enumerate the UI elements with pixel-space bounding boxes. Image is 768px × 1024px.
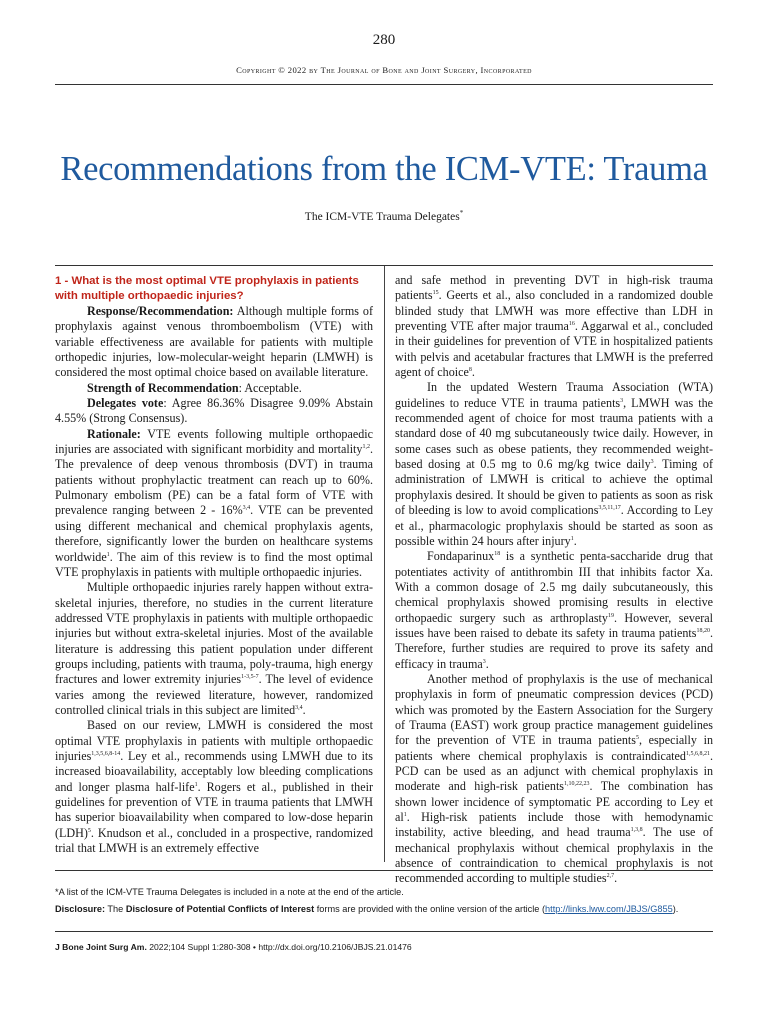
rationale-label: Rationale: (87, 426, 141, 441)
copyright-line: Copyright © 2022 by The Journal of Bone and Joint Surgery, Incorporated (236, 65, 532, 75)
authors-text: The ICM-VTE Trauma Delegates (304, 210, 460, 223)
citation: 15 (432, 290, 439, 297)
citation: 1-3,5-7 (241, 674, 259, 681)
body-text: . Ley et al., recommends using LMWH due to its increased bioavailability, acceptably low bleeding complications and longer plasma half-life (55, 748, 373, 794)
body-paragraph (55, 580, 373, 718)
body-text: . Geerts et al., also concluded in a randomized double blinded study that LMWH was more effective than LDH in preventing VTE after major trauma (395, 288, 713, 334)
citation-footer (55, 942, 735, 952)
rationale-text: . The aim of this review is to find the most optimal VTE prophylaxis in patients with multiple orthopaedic injuries. (55, 549, 373, 579)
doi-link[interactable]: http://dx.doi.org/10.2106/JBJS.21.01476 (258, 942, 412, 952)
header-rule (55, 84, 713, 85)
citation: 3 (650, 459, 654, 466)
body-paragraph (395, 672, 713, 887)
body-text: . (471, 365, 475, 380)
body-text: . Knudson et al., concluded in a prospective, randomized trial that LMWH is an extremely effective (55, 825, 373, 856)
disclosure-bold-text: Disclosure of Potential Conflicts of Interest (125, 904, 315, 914)
left-column (55, 274, 373, 856)
citation-text: 2022;104 Suppl 1:280-308 (146, 942, 251, 952)
citation: 1,5,6,8,21 (685, 750, 710, 757)
body-text: is a synthetic penta-saccharide drug that potentiates activity of antithrombin III that inhibits factor Xa. With a common dosage of 2.5 mg daily subcutaneously, this chemical prophylaxis showed promising results in elective orthopaedic surgery such as arthroplasty (395, 549, 713, 625)
body-text: . Therefore, further studies are required to prove its safety and efficacy in trauma (395, 625, 713, 671)
citation: 5 (87, 827, 91, 834)
body-paragraph (55, 718, 373, 856)
bullet-separator: • (250, 942, 259, 952)
body-paragraph (395, 380, 713, 549)
body-text: . (614, 871, 618, 886)
citation: 3,5,11,17 (598, 505, 621, 512)
response-label: Response/Recommendation: (87, 304, 234, 318)
author-line (0, 209, 768, 223)
article-title: Recommendations from the ICM-VTE: Trauma (60, 150, 708, 188)
body-text: Another method of prophylaxis is the use of mechanical prophylaxis in form of pneumatic compression devices (PCD) which was promoted by the Eastern Association for the Surgery of Trauma (EAST) work group practice management guidelines for the prevention of VTE in trauma patients (395, 671, 713, 748)
column-divider (384, 266, 385, 862)
strength-paragraph (55, 381, 373, 396)
body-text: , especially in patients where chemical prophylaxis is contraindicated (395, 733, 713, 763)
disclosure-text: ). (672, 904, 679, 914)
body-text: . High-risk patients include those with hemodynamic instability, active bleeding, and head trauma (395, 810, 713, 840)
vote-label: Delegates vote (87, 396, 164, 411)
body-text: . The level of evidence varies among the reviewed literature, however, randomized controlled clinical trials in this subject are limited (55, 672, 374, 717)
disclosure-label: Disclosure: (55, 904, 106, 914)
response-paragraph (55, 304, 373, 381)
body-paragraph (395, 549, 713, 672)
body-text: , LMWH was the recommended agent of choice for most trauma patients with a standard dose of 40 mg subcutaneously twice daily. However, in some cases such as obese patients, they recommended weight-based dosing at 0.5 mg to 0.6 mg/kg twice daily (395, 395, 714, 472)
disclosure-text: forms are provided with the online version of the article ( (314, 904, 546, 914)
body-text: . (573, 533, 577, 548)
citation: 18,20 (696, 627, 710, 634)
citation: 2,7 (606, 873, 615, 880)
citation: 3,4 (295, 704, 303, 711)
citation: 1,3,8 (630, 827, 643, 834)
disclosure-text: The (105, 904, 126, 914)
citation: 8 (468, 367, 472, 374)
journal-abbrev: J Bone Joint Surg Am. (55, 942, 147, 952)
delegates-footnote: *A list of the ICM-VTE Trauma Delegates is included in a note at the end of the article. (55, 887, 404, 897)
citation: 3 (482, 658, 486, 665)
body-text: and safe method in preventing DVT in high-risk trauma patients (395, 273, 713, 303)
citation: 1 (106, 551, 110, 558)
body-text: . The combination has shown lower incidence of symptomatic PE according to Ley et al (395, 779, 713, 825)
citation: 5 (635, 735, 639, 742)
body-text: . (485, 656, 489, 671)
citation: 1,10,22,23 (564, 781, 590, 788)
question-heading: 1 - What is the most optimal VTE prophylaxis in patients with multiple orthopaedic injuries? (55, 275, 359, 302)
citation: 18 (494, 551, 501, 558)
body-text: . The use of mechanical prophylaxis without chemical prophylaxis in the absence of contraindication to chemical prophylaxis is not recommended according to multiple studies (395, 825, 713, 886)
footnote-rule (55, 870, 713, 871)
citation: 16 (568, 321, 575, 327)
citation: 19 (607, 612, 614, 619)
vote-text: : Agree 86.36% Disagree 9.09% Abstain 4.55% (Strong Consensus). (55, 396, 373, 426)
strength-text: : Acceptable. (238, 380, 302, 395)
body-text: In the updated Western Trauma Association (WTA) guidelines to reduce VTE in trauma patients (395, 380, 713, 410)
disclosure-footnote (55, 901, 735, 918)
rationale-paragraph (55, 427, 373, 580)
citation: 1,2 (362, 444, 370, 451)
vote-paragraph (55, 396, 373, 427)
footnotes (55, 884, 735, 918)
citation: 1 (194, 781, 198, 788)
authors-footnote-mark: * (459, 209, 464, 217)
response-text: Although multiple forms of prophylaxis against venous thromboembolism (VTE) with variable effectiveness are available for patients with multiple orthopedic injuries, low-molecular-weight heparin (LMWH) is considered the most optimal choice based on available literature. (55, 304, 373, 380)
body-paragraph (395, 273, 713, 380)
right-column (395, 273, 713, 887)
body-text: . Timing of administration of LMWH is critical to achieve the optimal prophylaxis desired. It should be given to patients as soon as risk of bleeding is low to avoid complications (395, 457, 713, 518)
citation: 3 (620, 397, 624, 404)
disclosure-link[interactable]: http://links.lww.com/JBJS/G855 (545, 904, 673, 914)
rationale-text: VTE events following multiple orthopaedic injuries are associated with significant morbidity and mortality (55, 426, 373, 457)
body-text: . Aggarwal et al., concluded in their guidelines for prevention of VTE in hospitalized patients with pelvis and acetabular fractures that LMWH is the preferred agent of choice (395, 319, 713, 380)
body-text: . PCD can be used as an adjunct with chemical prophylaxis in moderate and high-risk patients (395, 748, 713, 794)
body-text: Based on our review, LMWH is considered the most optimal VTE prophylaxis in patients with multiple orthopaedic injuries (55, 718, 373, 763)
body-text: . According to Ley et al., pharmacologic prophylaxis should be started as soon as possible within 24 hours after injury (395, 503, 713, 548)
body-text: Fondaparinux (427, 549, 495, 564)
citation: 1,3,5,6,8-14 (91, 750, 121, 757)
citation: 1 (570, 535, 574, 542)
citation: 3,4 (242, 505, 251, 512)
body-text: Multiple orthopaedic injuries rarely happen without extra-skeletal injuries, therefore, no studies in the current literature addressed VTE prophylaxis in patients with multiple orthopaedic injuries but without extra-skeletal injuries. Most of the available literature is addressing this patient population under different groups including, patients with trauma, poly-trauma, high energy fractures and lower extremity injuries (55, 580, 373, 687)
page-number: 280 (372, 32, 396, 48)
body-text: . However, several issues have been raised to debate its safety in trauma patients (395, 610, 713, 640)
rationale-text: . VTE can be prevented using different mechanical and chemical prophylaxis agents, therefore, significantly lower the burden on healthcare systems worldwide (55, 503, 373, 564)
strength-label: Strength of Recommendation (87, 380, 239, 395)
footer-rule (55, 931, 713, 932)
body-text: . (302, 702, 306, 717)
body-text: . Rogers et al., published in their guidelines for prevention of VTE in trauma patients that LMWH has superior bioavailability when compared to low-dose heparin (LDH) (55, 779, 373, 840)
citation: 1 (403, 812, 407, 818)
rationale-text: . The prevalence of deep venous thrombosis (DVT) in trauma patients without prophylactic treatment can reach up to 60%. Pulmonary embolism (PE) can be a fatal form of VTE with prevalence ranging between 2 - 16% (55, 442, 373, 518)
